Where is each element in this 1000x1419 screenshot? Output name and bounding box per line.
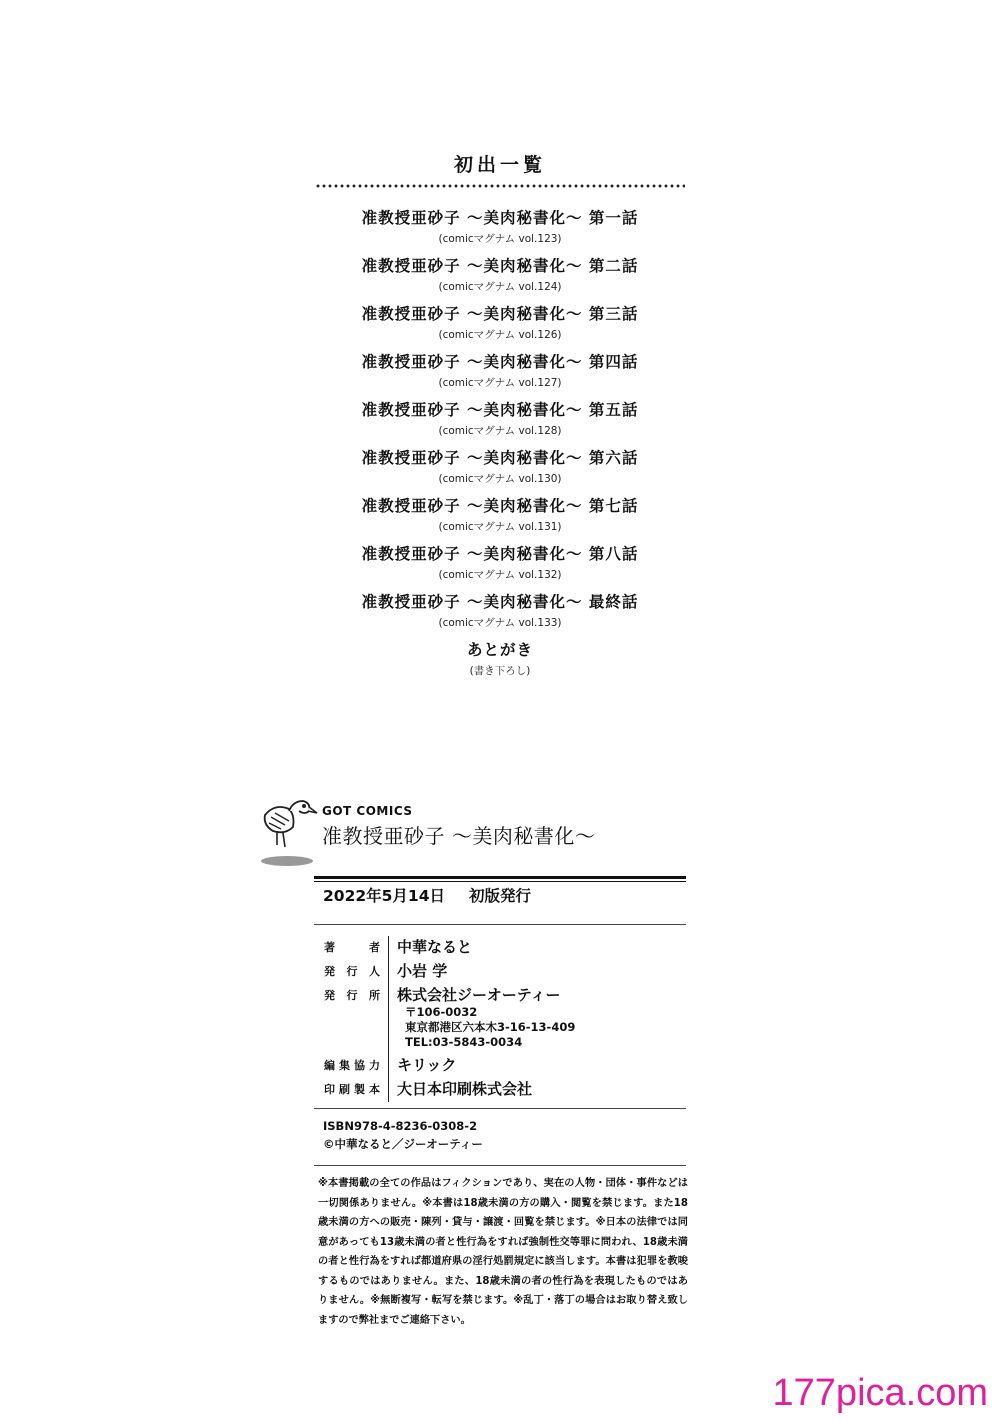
toc-entry-title: 准教授亜砂子 〜美肉秘書化〜 第二話 xyxy=(361,257,639,275)
credit-separator xyxy=(388,1078,389,1102)
bird-logo-icon xyxy=(255,795,325,870)
toc-entry-title: 准教授亜砂子 〜美肉秘書化〜 第八話 xyxy=(361,545,639,563)
credit-value: 小岩 学 xyxy=(397,962,448,980)
legal-notice: ※本書掲載の全ての作品はフィクションであり、実在の人物・団体・事件などは一切関係ありません。※本書は18歳未満の方の購入・閲覧を禁じます。また18歳未満の方への販売・陳列・貸与・譲渡・回覧を禁じます。※日本の法律では同意があっても13歳未満の者と性行為をすれば強制性交等罪に問われ、18歳未満の者と性行為をすれば都道府県の淫行処罰規定に該当します。本書は犯罪を教唆するものではありません。また、18歳未満の者の性行為を表現したものではありません。※無断複写・転写を禁じます。※乱丁・落丁の場合はお取り替え致しますので弊社までご連絡下さい。 xyxy=(318,1178,688,1326)
toc-list xyxy=(0,205,1000,685)
toc-entry-source: (comicマグナム vol.127) xyxy=(438,377,562,389)
publisher-block xyxy=(397,984,575,1054)
toc-entry xyxy=(0,493,1000,541)
toc-entry-title: 准教授亜砂子 〜美肉秘書化〜 第七話 xyxy=(361,497,639,515)
credit-value: 大日本印刷株式会社 xyxy=(397,1080,533,1098)
toc-entry-source: (書き下ろし) xyxy=(469,665,531,677)
credit-label: 発行所 xyxy=(324,989,380,1002)
toc-entry xyxy=(0,445,1000,493)
credit-value: 中華なると xyxy=(397,938,473,956)
toc-entry-title: 准教授亜砂子 〜美肉秘書化〜 第四話 xyxy=(361,353,639,371)
toc-entry-title: 准教授亜砂子 〜美肉秘書化〜 第六話 xyxy=(361,449,639,467)
credit-row xyxy=(314,1054,694,1078)
toc-entry-title: 准教授亜砂子 〜美肉秘書化〜 第三話 xyxy=(361,305,639,323)
toc-entry-source: (comicマグナム vol.124) xyxy=(438,281,562,293)
credit-value: 株式会社ジーオーティー xyxy=(397,986,561,1004)
toc-entry-title: 准教授亜砂子 〜美肉秘書化〜 第五話 xyxy=(361,401,639,419)
address: 東京都港区六本木3-16-13-409 xyxy=(405,1020,576,1034)
credits-divider-bottom xyxy=(314,1108,686,1109)
toc-entry xyxy=(0,589,1000,637)
book-title: 准教授亜砂子 〜美肉秘書化〜 xyxy=(322,824,596,848)
credit-row xyxy=(314,984,694,1054)
credit-separator xyxy=(388,984,389,1054)
bird-head xyxy=(289,801,309,813)
toc-entry xyxy=(0,349,1000,397)
toc-entry xyxy=(0,397,1000,445)
credits-table xyxy=(314,936,694,1102)
toc-entry-source: (comicマグナム vol.133) xyxy=(438,617,562,629)
toc-entry xyxy=(0,253,1000,301)
credit-separator xyxy=(388,1054,389,1078)
colophon-header xyxy=(322,804,702,849)
credit-separator xyxy=(388,936,389,960)
credit-label: 著者 xyxy=(324,941,380,954)
title-rule-thin xyxy=(314,881,686,882)
toc-entry-source: (comicマグナム vol.123) xyxy=(438,233,562,245)
credit-row xyxy=(314,960,694,984)
copyright: ©中華なると／ジーオーティー xyxy=(323,1137,483,1151)
telephone: TEL:03-5843-0034 xyxy=(405,1035,523,1049)
credit-label: 編集協力 xyxy=(324,1059,380,1072)
credit-row xyxy=(314,1078,694,1102)
credit-row xyxy=(314,936,694,960)
watermark: 177pica.com xyxy=(772,1372,988,1414)
isbn: ISBN978-4-8236-0308-2 xyxy=(323,1119,478,1133)
edition-label: 初版発行 xyxy=(469,887,532,905)
dotted-divider xyxy=(315,184,685,188)
credits-divider-top xyxy=(314,924,686,925)
bird-beak xyxy=(308,807,317,813)
toc-entry xyxy=(0,301,1000,349)
toc-entry-title: あとがき xyxy=(466,641,533,659)
publication-date-line xyxy=(323,884,531,906)
toc-entry-source: (comicマグナム vol.132) xyxy=(438,569,562,581)
title-rule-thick xyxy=(314,876,686,879)
credit-separator xyxy=(388,960,389,984)
isbn-block xyxy=(323,1117,483,1153)
toc-entry-source: (comicマグナム vol.126) xyxy=(438,329,562,341)
bird-legs xyxy=(277,831,285,847)
toc-entry-title: 准教授亜砂子 〜美肉秘書化〜 第一話 xyxy=(361,209,639,227)
publication-date: 2022年5月14日 xyxy=(323,887,445,905)
bird-shadow xyxy=(261,856,313,866)
toc-entry-afterword xyxy=(0,637,1000,685)
toc-entry-title: 准教授亜砂子 〜美肉秘書化〜 最終話 xyxy=(361,593,639,611)
postal-code: 〒106-0032 xyxy=(405,1005,478,1019)
toc-entry-source: (comicマグナム vol.131) xyxy=(438,521,562,533)
credit-label: 発行人 xyxy=(324,965,380,978)
toc-entry-source: (comicマグナム vol.130) xyxy=(438,473,562,485)
credit-value: キリック xyxy=(397,1056,457,1074)
toc-entry xyxy=(0,541,1000,589)
credit-label: 印刷製本 xyxy=(324,1083,380,1096)
toc-entry xyxy=(0,205,1000,253)
toc-title: 初出一覧 xyxy=(453,154,546,176)
toc-entry-source: (comicマグナム vol.128) xyxy=(438,425,562,437)
notice-divider xyxy=(314,1165,686,1166)
bird-eye xyxy=(302,804,306,808)
imprint-label: GOT COMICS xyxy=(322,804,413,818)
